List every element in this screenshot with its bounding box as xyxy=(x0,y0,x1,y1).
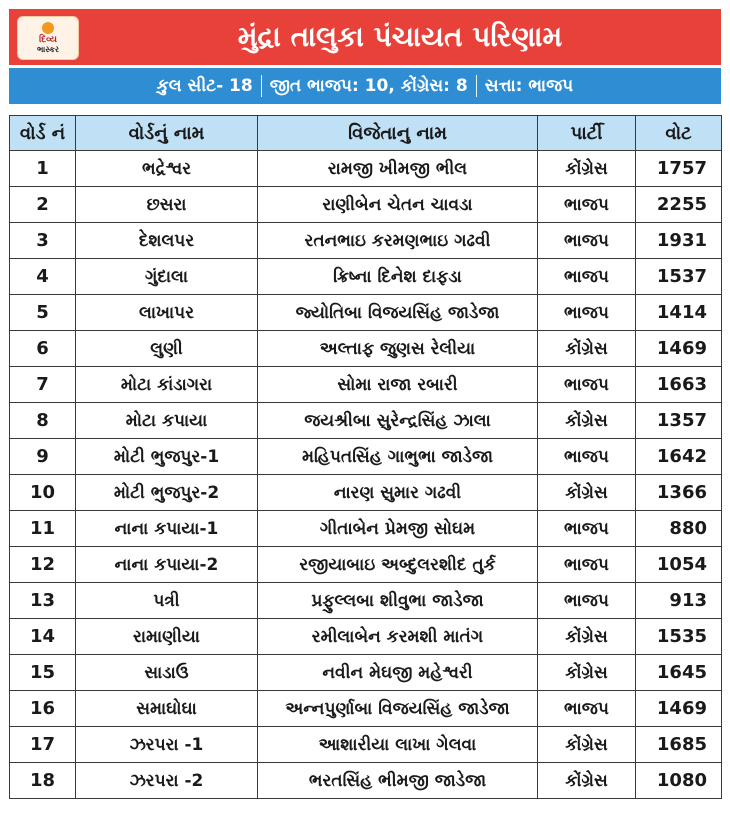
winner-name-cell: જ્યોતિબા વિજયસિંહ જાડેજા xyxy=(258,295,538,331)
table-row xyxy=(10,403,722,439)
ward-no-cell: 2 xyxy=(10,187,76,223)
table-body xyxy=(10,151,722,799)
party-cell: કોંગ્રેસ xyxy=(538,655,636,691)
ward-name-cell: નાના કપાયા-1 xyxy=(76,511,258,547)
total-seats: કુલ સીટ- 18 xyxy=(156,76,253,96)
wins-summary: જીત ભાજપ: 10, કોંગ્રેસ: 8 xyxy=(269,76,468,96)
ward-no-cell: 9 xyxy=(10,439,76,475)
ward-no-cell: 7 xyxy=(10,367,76,403)
ward-no-cell: 8 xyxy=(10,403,76,439)
ward-name-cell: ઝરપરા -2 xyxy=(76,763,258,799)
party-cell: ભાજપ xyxy=(538,511,636,547)
ward-name-cell: ભદ્રેશ્વર xyxy=(76,151,258,187)
ward-name-cell: મોટી ભુજપુર-2 xyxy=(76,475,258,511)
party-cell: ભાજપ xyxy=(538,187,636,223)
winner-name-cell: ક્રિષ્ના દિનેશ દાફડા xyxy=(258,259,538,295)
ward-no-cell: 12 xyxy=(10,547,76,583)
table-row xyxy=(10,583,722,619)
ward-no-cell: 18 xyxy=(10,763,76,799)
winner-name-cell: રાણીબેન ચેતન ચાવડા xyxy=(258,187,538,223)
winner-name-cell: રામજી ખીમજી ભીલ xyxy=(258,151,538,187)
table-row xyxy=(10,511,722,547)
votes-cell: 1931 xyxy=(636,223,722,259)
header-winner-name: વિજેતાનુ નામ xyxy=(258,116,538,151)
page-title: મુંદ્રા તાલુકા પંચાયત પરિણામ xyxy=(237,20,563,53)
ward-no-cell: 13 xyxy=(10,583,76,619)
summary-bar xyxy=(9,68,721,104)
party-cell: કોંગ્રેસ xyxy=(538,403,636,439)
ward-no-cell: 5 xyxy=(10,295,76,331)
votes-cell: 1469 xyxy=(636,691,722,727)
party-cell: કોંગ્રેસ xyxy=(538,727,636,763)
winner-name-cell: અલ્તાફ જુણસ રેલીયા xyxy=(258,331,538,367)
votes-cell: 1054 xyxy=(636,547,722,583)
table-row xyxy=(10,691,722,727)
ward-name-cell: મોટા કાંડાગરા xyxy=(76,367,258,403)
party-cell: કોંગ્રેસ xyxy=(538,151,636,187)
ward-name-cell: ઝરપરા -1 xyxy=(76,727,258,763)
ward-name-cell: મોટા કપાયા xyxy=(76,403,258,439)
ward-name-cell: રામાણીયા xyxy=(76,619,258,655)
winner-name-cell: અન્નપુર્ણાબા વિજયસિંહ જાડેજા xyxy=(258,691,538,727)
divya-bhaskar-logo xyxy=(17,16,79,60)
party-cell: ભાજપ xyxy=(538,691,636,727)
ward-no-cell: 6 xyxy=(10,331,76,367)
ward-no-cell: 3 xyxy=(10,223,76,259)
winner-name-cell: નવીન મેઘજી મહેશ્વરી xyxy=(258,655,538,691)
ward-name-cell: લુણી xyxy=(76,331,258,367)
ward-name-cell: લાખાપર xyxy=(76,295,258,331)
ward-no-cell: 15 xyxy=(10,655,76,691)
divider xyxy=(261,75,262,97)
ward-name-cell: સમાઘોઘા xyxy=(76,691,258,727)
party-cell: ભાજપ xyxy=(538,583,636,619)
ward-name-cell: નાના કપાયા-2 xyxy=(76,547,258,583)
party-cell: ભાજપ xyxy=(538,439,636,475)
results-table xyxy=(9,115,722,799)
divider xyxy=(476,75,477,97)
ward-no-cell: 4 xyxy=(10,259,76,295)
votes-cell: 1645 xyxy=(636,655,722,691)
party-cell: કોંગ્રેસ xyxy=(538,475,636,511)
table-header-row xyxy=(10,116,722,151)
ward-name-cell: છસરા xyxy=(76,187,258,223)
votes-cell: 1663 xyxy=(636,367,722,403)
title-banner xyxy=(9,9,721,65)
party-cell: ભાજપ xyxy=(538,295,636,331)
header-ward-name: વોર્ડનું નામ xyxy=(76,116,258,151)
header-votes: વોટ xyxy=(636,116,722,151)
table-row xyxy=(10,187,722,223)
table-row xyxy=(10,367,722,403)
table-row xyxy=(10,331,722,367)
ward-no-cell: 16 xyxy=(10,691,76,727)
ward-name-cell: મોટી ભુજપુર-1 xyxy=(76,439,258,475)
winner-name-cell: ગીતાબેન પ્રેમજી સોઘમ xyxy=(258,511,538,547)
votes-cell: 1757 xyxy=(636,151,722,187)
ward-name-cell: ગુંદાલા xyxy=(76,259,258,295)
party-cell: ભાજપ xyxy=(538,259,636,295)
votes-cell: 2255 xyxy=(636,187,722,223)
sun-icon xyxy=(42,22,54,34)
winner-name-cell: રમીલાબેન કરમશી માતંગ xyxy=(258,619,538,655)
winner-name-cell: રતનભાઇ કરમણભાઇ ગઢવી xyxy=(258,223,538,259)
ward-no-cell: 11 xyxy=(10,511,76,547)
table-row xyxy=(10,655,722,691)
party-cell: ભાજપ xyxy=(538,547,636,583)
table-row xyxy=(10,763,722,799)
votes-cell: 1642 xyxy=(636,439,722,475)
votes-cell: 1469 xyxy=(636,331,722,367)
winner-name-cell: મહિપતસિંહ ગાભુભા જાડેજા xyxy=(258,439,538,475)
party-cell: કોંગ્રેસ xyxy=(538,763,636,799)
votes-cell: 1357 xyxy=(636,403,722,439)
table-row xyxy=(10,727,722,763)
party-cell: ભાજપ xyxy=(538,367,636,403)
table-row xyxy=(10,295,722,331)
votes-cell: 880 xyxy=(636,511,722,547)
table-row xyxy=(10,223,722,259)
power-summary: સત્તા: ભાજપ xyxy=(484,76,574,96)
winner-name-cell: રજીયાબાઇ અબ્દુલરશીદ તુર્ક xyxy=(258,547,538,583)
winner-name-cell: સોમા રાજા રબારી xyxy=(258,367,538,403)
party-cell: કોંગ્રેસ xyxy=(538,619,636,655)
table-row xyxy=(10,151,722,187)
winner-name-cell: જયશ્રીબા સુરેન્દ્રસિંહ ઝાલા xyxy=(258,403,538,439)
table-row xyxy=(10,547,722,583)
ward-name-cell: પત્રી xyxy=(76,583,258,619)
winner-name-cell: આશારીયા લાખા ગેલવા xyxy=(258,727,538,763)
logo-text-bottom: ભાસ્કર xyxy=(36,45,60,54)
ward-name-cell: સાડાઉ xyxy=(76,655,258,691)
winner-name-cell: નારણ સુમાર ગઢવી xyxy=(258,475,538,511)
header-ward-no: વોર્ડ નં xyxy=(10,116,76,151)
ward-no-cell: 17 xyxy=(10,727,76,763)
votes-cell: 1685 xyxy=(636,727,722,763)
votes-cell: 1080 xyxy=(636,763,722,799)
votes-cell: 913 xyxy=(636,583,722,619)
table-row xyxy=(10,475,722,511)
party-cell: કોંગ્રેસ xyxy=(538,331,636,367)
votes-cell: 1537 xyxy=(636,259,722,295)
table-row xyxy=(10,619,722,655)
table-row xyxy=(10,259,722,295)
winner-name-cell: ભરતસિંહ ભીમજી જાડેજા xyxy=(258,763,538,799)
votes-cell: 1535 xyxy=(636,619,722,655)
ward-no-cell: 14 xyxy=(10,619,76,655)
ward-no-cell: 10 xyxy=(10,475,76,511)
votes-cell: 1366 xyxy=(636,475,722,511)
votes-cell: 1414 xyxy=(636,295,722,331)
logo-text-top: દિવ્ય xyxy=(39,35,57,45)
header-party: પાર્ટી xyxy=(538,116,636,151)
ward-name-cell: દેશલપર xyxy=(76,223,258,259)
winner-name-cell: પ્રફુલ્લબા શીવુભા જાડેજા xyxy=(258,583,538,619)
table-row xyxy=(10,439,722,475)
party-cell: ભાજપ xyxy=(538,223,636,259)
ward-no-cell: 1 xyxy=(10,151,76,187)
